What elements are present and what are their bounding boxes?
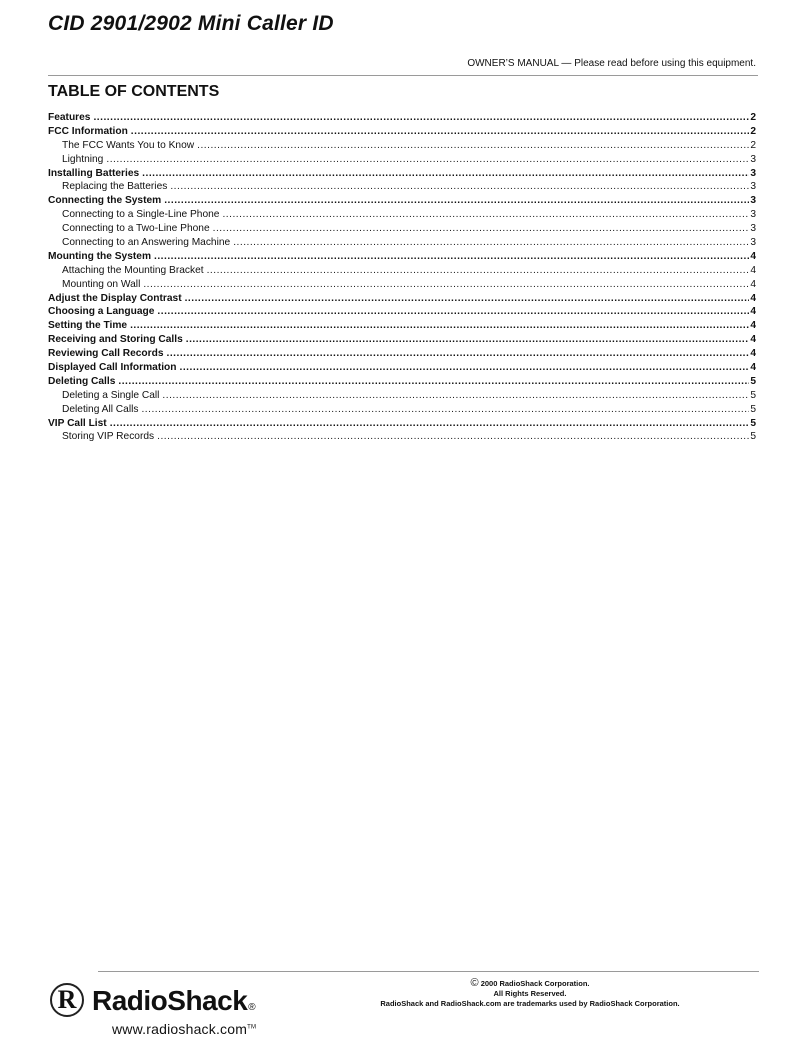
toc-entry-page: 4 — [750, 320, 756, 332]
toc-entry-page: 4 — [750, 362, 756, 374]
toc-entry-label: Choosing a Language — [48, 306, 155, 318]
dot-leader — [213, 222, 750, 236]
dot-leader — [130, 319, 749, 333]
toc-entry — [48, 236, 756, 250]
toc-entry — [48, 403, 756, 417]
toc-entry-page: 4 — [750, 264, 756, 276]
toc-entry — [48, 417, 756, 431]
toc-entry — [48, 430, 756, 444]
dot-leader — [118, 375, 749, 389]
toc-entry-label: Lightning — [62, 153, 104, 165]
trademark-mark: TM — [247, 1024, 257, 1031]
toc-entry-label: Deleting Calls — [48, 375, 116, 387]
toc-entry — [48, 250, 756, 264]
copyright-text: 2000 RadioShack Corporation. — [480, 979, 590, 988]
toc-entry — [48, 347, 756, 361]
dot-leader — [233, 236, 749, 250]
url-text: www.radioshack.com — [112, 1021, 248, 1037]
toc-entry-page: 5 — [750, 417, 756, 429]
manual-subtitle: OWNER’S MANUAL — Please read before using this equipment. — [467, 58, 756, 69]
toc-entry — [48, 305, 756, 319]
toc-entry — [48, 375, 756, 389]
toc-entry — [48, 139, 756, 153]
toc-entry — [48, 319, 756, 333]
dot-leader — [197, 139, 749, 153]
dot-leader — [164, 194, 749, 208]
dot-leader — [222, 208, 749, 222]
toc-heading: TABLE OF CONTENTS — [48, 83, 220, 100]
copyright-icon: © — [470, 977, 479, 989]
toc-entry-page: 3 — [750, 181, 756, 193]
brand-name — [92, 985, 255, 1024]
toc-entry — [48, 167, 756, 181]
dot-leader — [131, 125, 750, 139]
toc-entry-label: Installing Batteries — [48, 167, 140, 179]
toc-entry — [48, 361, 756, 375]
toc-entry-page: 4 — [750, 278, 756, 290]
dot-leader — [141, 403, 749, 417]
toc-entry-label: The FCC Wants You to Know — [62, 139, 195, 151]
toc-entry-label: Displayed Call Information — [48, 362, 177, 374]
toc-entry-page: 5 — [750, 389, 756, 401]
toc-entry — [48, 208, 756, 222]
copyright-line — [360, 978, 700, 989]
header-divider — [48, 75, 758, 76]
footer-divider — [98, 971, 759, 972]
toc-entry — [48, 153, 756, 167]
rights-line: All Rights Reserved. — [493, 989, 567, 998]
registered-mark: ® — [248, 1002, 256, 1013]
toc-entry-label: Connecting to a Single-Line Phone — [62, 209, 220, 221]
dot-leader — [180, 361, 750, 375]
dot-leader — [186, 333, 750, 347]
toc-entry-page: 3 — [750, 237, 756, 249]
dot-leader — [185, 292, 750, 306]
toc-entry-page: 4 — [750, 306, 756, 318]
radioshack-logo — [50, 983, 280, 1043]
toc-entry-page: 5 — [750, 431, 756, 443]
dot-leader — [106, 153, 749, 167]
toc-entry-label: Deleting a Single Call — [62, 389, 160, 401]
dot-leader — [143, 278, 749, 292]
toc-entry-label: FCC Information — [48, 125, 128, 137]
toc-entry-label: Attaching the Mounting Bracket — [62, 264, 204, 276]
trademark-line: RadioShack and RadioShack.com are trademarks used by RadioShack Corporation. — [380, 999, 680, 1008]
toc-entry-page: 3 — [750, 167, 756, 179]
toc-entry — [48, 111, 756, 125]
toc-entry-page: 3 — [750, 223, 756, 235]
toc-entry — [48, 222, 756, 236]
dot-leader — [170, 180, 749, 194]
dot-leader — [157, 430, 749, 444]
toc-entry-label: VIP Call List — [48, 417, 107, 429]
toc-entry-label: Features — [48, 112, 91, 123]
dot-leader — [157, 305, 749, 319]
dot-leader — [207, 264, 750, 278]
toc-entry-label: Receiving and Storing Calls — [48, 334, 183, 346]
table-of-contents — [48, 111, 756, 444]
toc-entry-label: Reviewing Call Records — [48, 348, 164, 360]
toc-entry-page: 4 — [750, 348, 756, 360]
toc-entry-page: 3 — [750, 209, 756, 221]
brand-url — [112, 1021, 256, 1037]
toc-entry — [48, 389, 756, 403]
dot-leader — [93, 111, 749, 125]
dot-leader — [142, 167, 749, 181]
toc-entry-page: 2 — [750, 125, 756, 137]
toc-entry-label: Replacing the Batteries — [62, 181, 168, 193]
toc-entry-label: Connecting the System — [48, 195, 162, 207]
registered-r-icon: R — [50, 983, 84, 1017]
toc-entry-page: 5 — [750, 403, 756, 415]
toc-entry-label: Storing VIP Records — [62, 431, 155, 443]
toc-entry-page: 3 — [750, 195, 756, 207]
toc-entry-page: 4 — [750, 292, 756, 304]
toc-entry-page: 2 — [750, 112, 756, 123]
toc-entry-label: Connecting to an Answering Machine — [62, 237, 231, 249]
dot-leader — [110, 417, 750, 431]
toc-entry — [48, 194, 756, 208]
toc-entry-label: Mounting the System — [48, 250, 152, 262]
toc-entry — [48, 180, 756, 194]
toc-entry — [48, 333, 756, 347]
toc-entry-page: 2 — [750, 139, 756, 151]
toc-entry — [48, 278, 756, 292]
toc-entry-label: Connecting to a Two-Line Phone — [62, 223, 210, 235]
dot-leader — [162, 389, 749, 403]
brand-text: RadioShack — [92, 985, 248, 1016]
toc-entry-label: Mounting on Wall — [62, 278, 141, 290]
document-title: CID 2901/2902 Mini Caller ID — [48, 12, 334, 35]
toc-entry-page: 4 — [750, 334, 756, 346]
toc-entry-page: 3 — [750, 153, 756, 165]
dot-leader — [167, 347, 750, 361]
legal-notice — [360, 978, 700, 1009]
toc-entry — [48, 125, 756, 139]
toc-entry-label: Setting the Time — [48, 320, 128, 332]
dot-leader — [154, 250, 749, 264]
toc-entry — [48, 264, 756, 278]
toc-entry — [48, 292, 756, 306]
toc-entry-page: 5 — [750, 375, 756, 387]
toc-entry-page: 4 — [750, 250, 756, 262]
toc-entry-label: Deleting All Calls — [62, 403, 139, 415]
toc-entry-label: Adjust the Display Contrast — [48, 292, 182, 304]
